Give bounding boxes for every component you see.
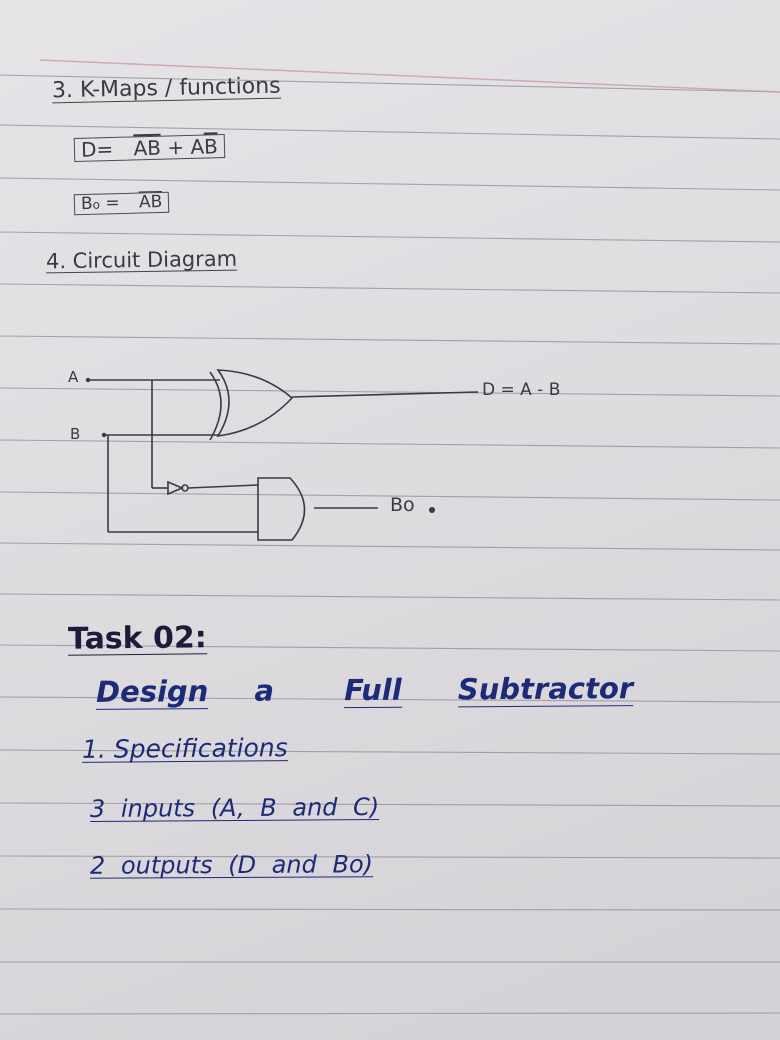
specifications-heading: 1. Specifications [81,733,288,764]
circuit-heading: 4. Circuit Diagram [45,246,238,274]
wire-not-to-and [188,485,258,488]
inputs-line: 3 inputs (A, B and C) [89,792,380,824]
function-bo-lhs: B [80,193,93,215]
input-b-label: B [70,425,81,443]
design-subtractor: Subtractor [457,671,634,707]
xor-gate [218,370,292,436]
function-d-term2b: $\overline{B}$ [203,134,219,159]
xor-gate-back [210,372,221,440]
input-a-label: A [68,368,79,386]
output-bo-dot [429,507,435,513]
not-gate [168,482,182,494]
function-d-term2a: A [190,134,205,159]
design-word: Design [95,674,209,709]
function-d-lhs: D= [80,136,114,162]
and-gate [258,478,305,540]
design-full: Full [344,672,402,708]
output-d-label: D = A - B [482,380,561,400]
function-bo-sub: o [92,197,101,212]
kmaps-heading: 3. K-Maps / functions [51,73,281,104]
input-b-dot [102,433,106,437]
function-d-plus: + [166,135,185,160]
function-d-term1: $\overline{AB}$ [133,135,162,161]
design-line [95,671,634,709]
design-article: a [254,673,275,708]
task-title: Task 02: [67,620,208,657]
function-bo-eq: = [105,193,120,214]
input-a-dot [86,378,90,382]
wire-d-out [292,392,478,397]
output-bo-label: Bo [390,494,415,516]
outputs-line: 2 outputs (D and Bo) [89,850,374,880]
function-bo-term: $\overline{AB}$ [138,191,163,213]
